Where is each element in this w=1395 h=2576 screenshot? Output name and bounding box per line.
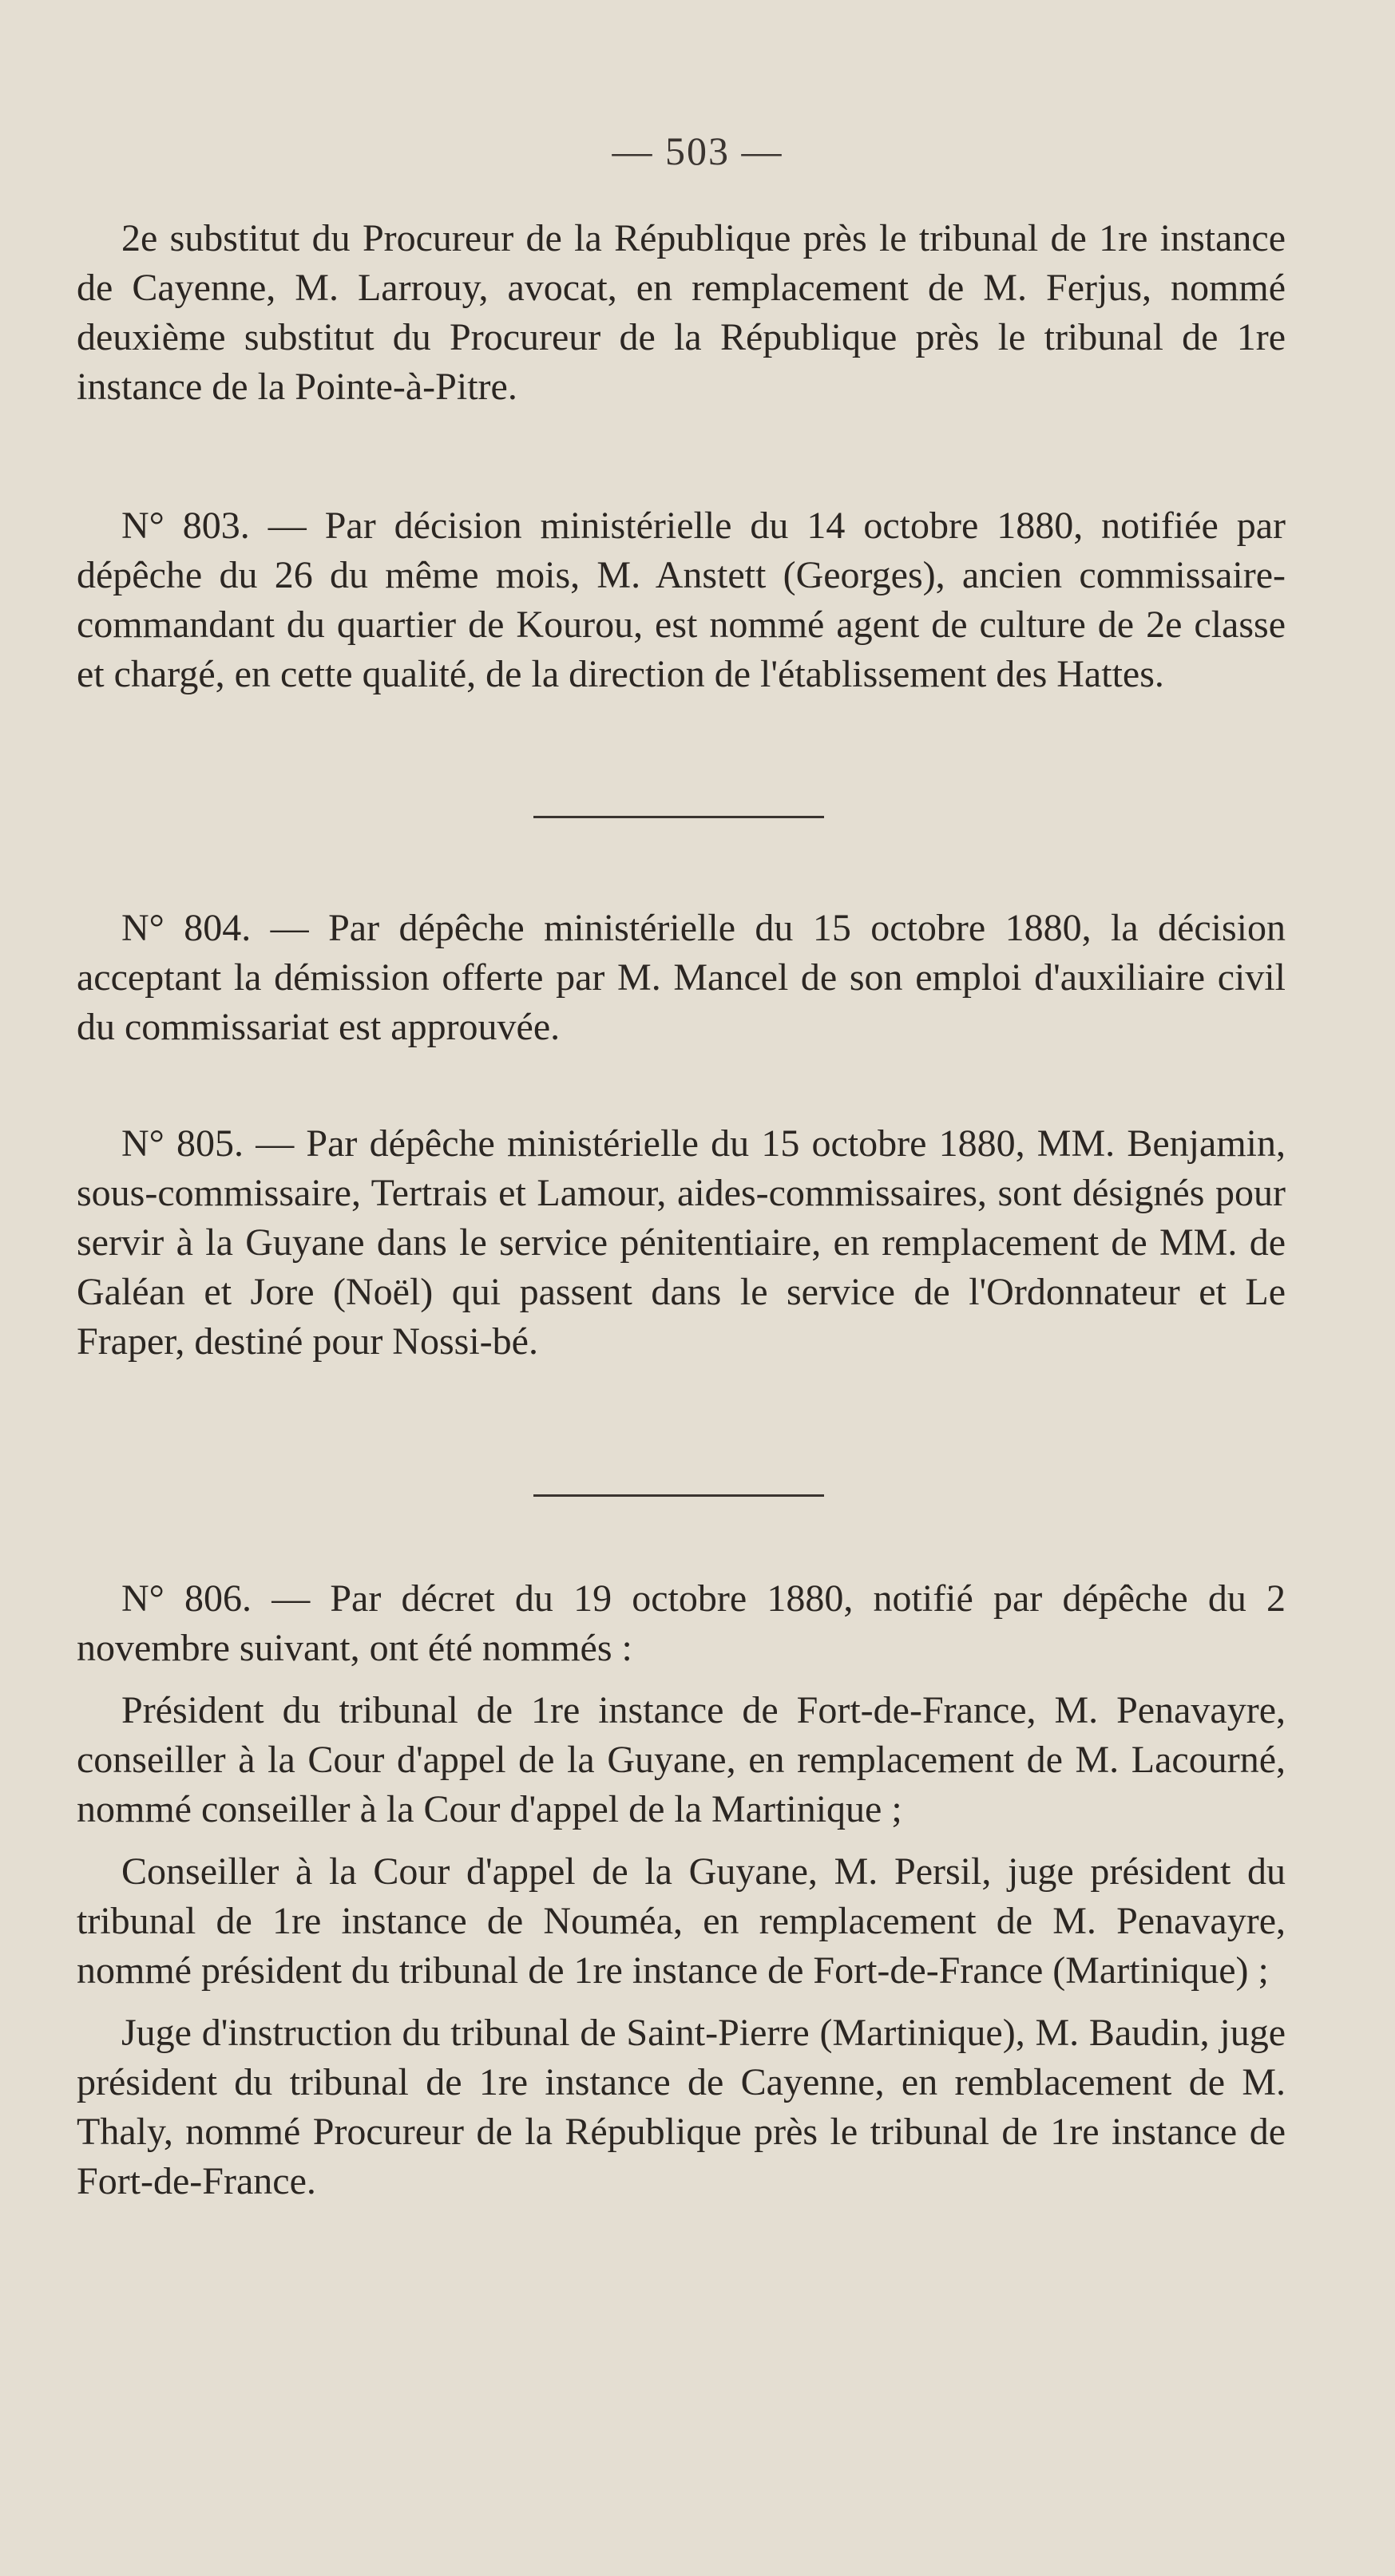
paragraph-803 [77, 501, 1286, 699]
paragraph-805 [77, 1119, 1286, 1367]
paragraph-804 [77, 904, 1286, 1052]
paragraph-806-juge: Juge d'instruction du tribunal de Saint-Pierre (Martinique), M. Baudin, juge président du tribunal de 1re instance de Cayenne, en remblacement de M. Thaly, nommé Procureur de la République près le tribunal de 1re instance de Fort-de-France. [77, 2012, 1286, 2202]
section-divider [533, 1494, 824, 1497]
paragraph-806-conseiller: Conseiller à la Cour d'appel de la Guyane, M. Persil, juge président du tribunal de 1re instance de Nouméa, en remplacement de M. Penavayre, nommé président du tribunal de 1re instance de Fort-de-France (Martinique) ; [77, 1850, 1286, 1992]
paragraph-text: N° 804. — Par dépêche ministérielle du 15 octobre 1880, la décision acceptant la démission offerte par M. Mancel de son emploi d'auxiliaire civil du commissariat est approuvée. [77, 907, 1286, 1048]
paragraph-806-president: Président du tribunal de 1re instance de Fort-de-France, M. Penavayre, conseiller à la Cour d'appel de la Guyane, en remplacement de M. Lacourné, nommé conseiller à la Cour d'appel de la Martinique ; [77, 1689, 1286, 1830]
paragraph-text: N° 803. — Par décision ministérielle du 14 octobre 1880, notifiée par dépêche du 26 du même mois, M. Anstett (Georges), ancien commissaire-commandant du quartier de Kourou, est nommé agent de culture de 2e classe et chargé, en cette qualité, de la direction de l'établissement des Hattes. [77, 505, 1286, 695]
paragraph-806 [77, 1574, 1286, 2206]
paragraph-text: 2e substitut du Procureur de la République près le tribunal de 1re instance de Cayenne, M. Larrouy, avocat, en remplacement de M. Ferjus, nommé deuxième substitut du Procureur de la République près le tribunal de 1re instance de la Pointe-à-Pitre. [77, 217, 1286, 408]
paragraph-substitut [77, 214, 1286, 412]
paragraph-806-intro: N° 806. — Par décret du 19 octobre 1880, notifié par dépêche du 2 novembre suivant, ont été nommés : [77, 1577, 1286, 1669]
page-number: — 503 — [612, 129, 783, 173]
paragraph-text: N° 805. — Par dépêche ministérielle du 15 octobre 1880, MM. Benjamin, sous-commissaire, Tertrais et Lamour, aides-commissaires, sont désignés pour servir à la Guyane dans le service pénitentiaire, en remplacement de MM. de Galéan et Jore (Noël) qui passent dans le service de l'Ordonnateur et Le Fraper, destiné pour Nossi-bé. [77, 1122, 1286, 1363]
section-divider [533, 816, 824, 818]
